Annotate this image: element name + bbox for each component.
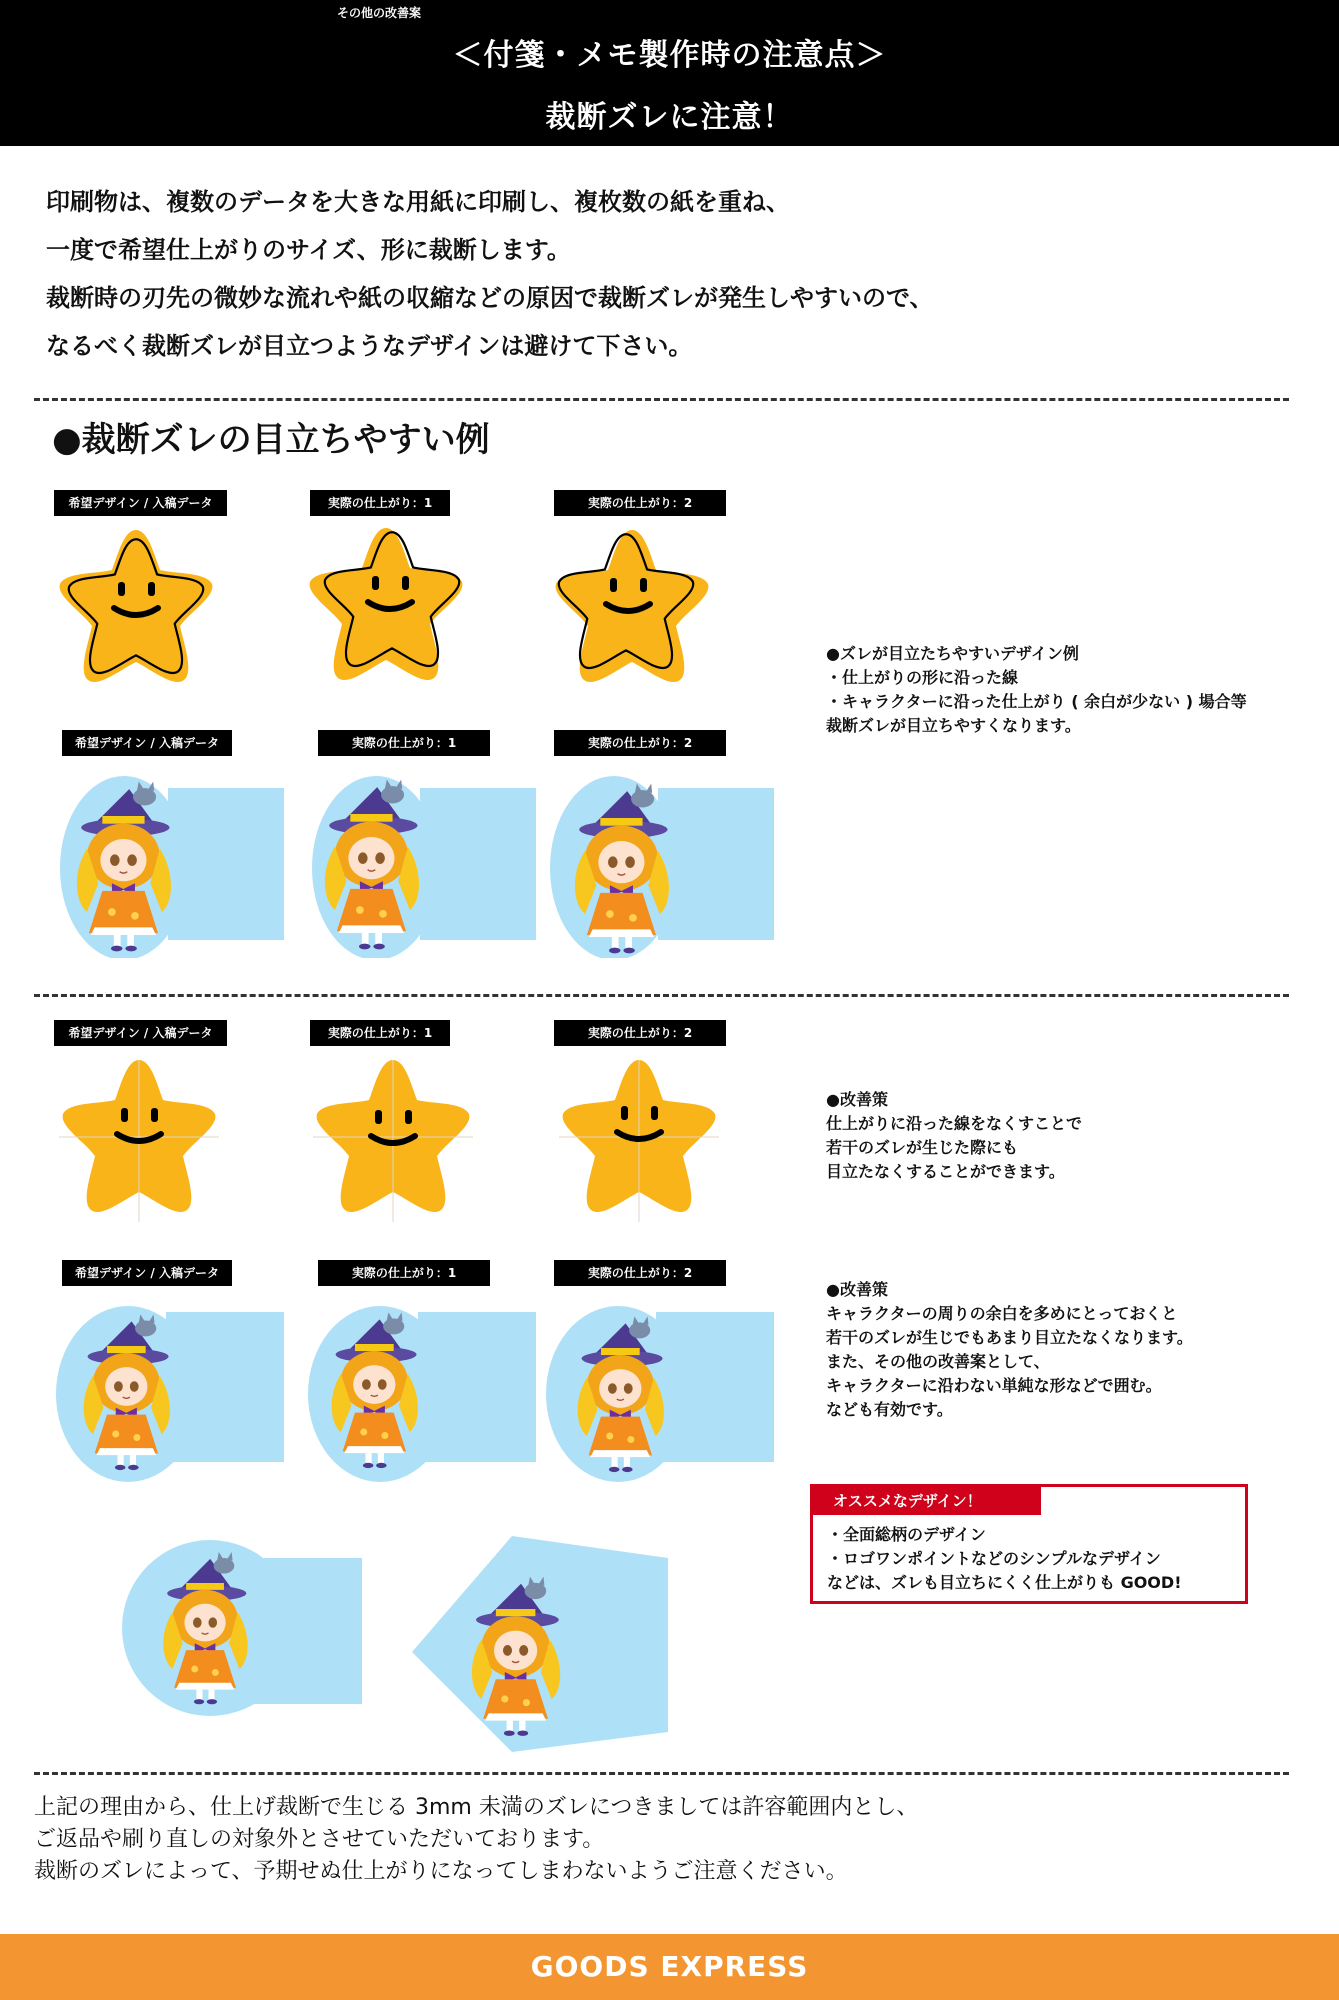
section-title: ●裁断ズレの目立ちやすい例: [52, 420, 490, 460]
label-other: その他の改善案: [310, 0, 448, 26]
star-face-icon: [54, 1052, 224, 1222]
label-desired: 希望デザイン / 入稿データ: [62, 1260, 232, 1286]
intro-text: [46, 178, 1296, 370]
star-face-icon: [554, 1052, 724, 1222]
intro-line: なるべく裁断ズレが目立つようなデザインは避けて下さい。: [46, 332, 693, 360]
star-face-icon: [56, 522, 216, 692]
label-desired: 希望デザイン / 入稿データ: [54, 1020, 227, 1046]
label-actual-1: 実際の仕上がり：1: [310, 490, 450, 516]
divider: [34, 1772, 1289, 1775]
note-improvement-1: ●改善策 仕上がりに沿った線をなくすことで 若干のズレが生じた際にも 目立たなくすることができます。: [826, 1090, 1083, 1181]
note-improvement-2: ●改善策 キャラクターの周りの余白を多めにとっておくと 若干のズレが生じでもあまり目立たなくなります。 また、その他の改善案として、 キャラクターに沿わない単純な形などで囲む。 なども有効です。: [826, 1280, 1193, 1419]
label-actual-2: 実際の仕上がり：2: [554, 490, 726, 516]
witch-character-icon: [546, 1306, 778, 1482]
witch-character-icon: [118, 1536, 366, 1716]
footer: [0, 1934, 1339, 2000]
witch-character-icon: [308, 1306, 540, 1482]
star-face-icon: [552, 522, 712, 692]
recommend-body: ・全面総柄のデザイン ・ロゴワンポイントなどのシンプルなデザイン などは、ズレも目立ちにくく仕上がりも GOOD!: [827, 1525, 1182, 1592]
witch-character-icon: [412, 1536, 676, 1752]
witch-character-icon: [58, 772, 288, 958]
divider: [34, 398, 1289, 401]
recommend-box: [810, 1484, 1248, 1604]
recommend-heading: オススメなデザイン！: [813, 1487, 1041, 1515]
brand-logo: GOODS EXPRESS: [530, 1950, 809, 1983]
intro-line: 一度で希望仕上がりのサイズ、形に裁断します。: [46, 236, 571, 264]
witch-character-icon: [548, 772, 778, 958]
label-actual-2: 実際の仕上がり：2: [554, 730, 726, 756]
page-header: [0, 0, 1339, 146]
intro-line: 裁断時の刃先の微妙な流れや紙の収縮などの原因で裁断ズレが発生しやすいので、: [46, 284, 934, 312]
label-actual-1: 実際の仕上がり：1: [310, 1020, 450, 1046]
intro-line: 印刷物は、複数のデータを大きな用紙に印刷し、複枚数の紙を重ね、: [46, 188, 790, 216]
label-actual-1: 実際の仕上がり：1: [318, 1260, 490, 1286]
label-actual-2: 実際の仕上がり：2: [554, 1020, 726, 1046]
star-face-icon: [306, 520, 466, 690]
note-bad-example: ●ズレが目立たちやすいデザイン例 ・仕上がりの形に沿った線 ・キャラクターに沿った仕上がり ( 余白が少ない ) 場合等 裁断ズレが目立ちやすくなります。: [826, 644, 1247, 735]
star-face-icon: [308, 1052, 478, 1222]
label-actual-1: 実際の仕上がり：1: [318, 730, 490, 756]
label-actual-2: 実際の仕上がり：2: [554, 1260, 726, 1286]
witch-character-icon: [56, 1306, 288, 1482]
label-desired: 希望デザイン / 入稿データ: [62, 730, 232, 756]
page-title: ＜付箋・メモ製作時の注意点＞: [452, 38, 887, 73]
page-subtitle: 裁断ズレに注意！: [545, 100, 794, 135]
label-desired: 希望デザイン / 入稿データ: [54, 490, 227, 516]
divider: [34, 994, 1289, 997]
witch-character-icon: [310, 772, 540, 958]
outro-text: 上記の理由から、仕上げ裁断で生じる 3mm 未満のズレにつきましては許容範囲内とし、 ご返品や刷り直しの対象外とさせていただいております。 裁断のズレによって、予期せぬ仕上がりになってしまわないようご注意ください。: [34, 1795, 919, 1884]
